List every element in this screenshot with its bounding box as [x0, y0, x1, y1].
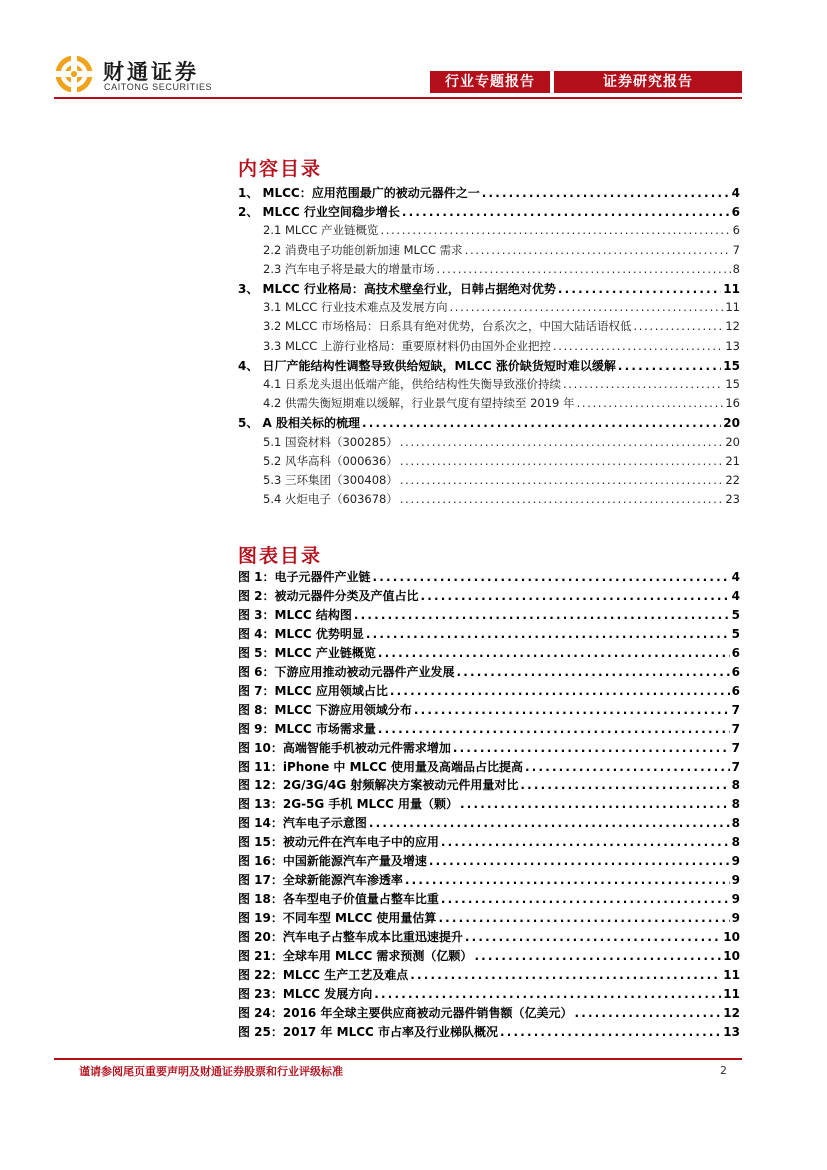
entry-label: 图 23：MLCC 发展方向 [238, 986, 373, 1001]
figure-entry[interactable] [238, 568, 740, 586]
dot-leader [460, 797, 730, 811]
page-number: 2 [720, 1064, 727, 1077]
toc-entry[interactable] [238, 357, 740, 376]
entry-label: 3.3 MLCC 上游行业格局：重要原材料仍由国外企业把控 [263, 338, 551, 353]
figure-entry[interactable] [238, 871, 740, 889]
toc-entry[interactable] [263, 472, 740, 491]
figure-entry[interactable] [238, 966, 740, 984]
entry-page-number: 8 [731, 816, 740, 831]
report-type-tag: 行业专题报告 [430, 71, 550, 93]
entry-label: 图 10：高端智能手机被动元件需求增加 [238, 740, 451, 755]
dot-leader [400, 435, 724, 449]
entry-page-number: 20 [725, 434, 740, 449]
entry-label: 图 11：iPhone 中 MLCC 使用量及高端品占比提高 [238, 759, 523, 774]
dot-leader [369, 816, 730, 830]
toc-entry[interactable] [263, 491, 740, 510]
figure-entry[interactable] [238, 909, 740, 927]
figure-entry[interactable] [238, 625, 740, 643]
dot-leader [373, 570, 730, 584]
entry-label: 图 2：被动元器件分类及产值占比 [238, 588, 419, 603]
entry-label: 图 13：2G-5G 手机 MLCC 用量（颗） [238, 797, 458, 812]
dot-leader [634, 319, 724, 333]
dot-leader [400, 473, 724, 487]
dot-leader [482, 186, 730, 200]
entry-label: 图 22：MLCC 生产工艺及难点 [238, 967, 409, 982]
toc-entry[interactable] [263, 376, 740, 395]
entry-label: 图 18：各车型电子价值量占整车比重 [238, 892, 439, 907]
entry-page-number: 4 [731, 570, 740, 584]
figure-entry[interactable] [238, 852, 740, 870]
entry-page-number: 4 [731, 588, 740, 603]
dot-leader [438, 911, 729, 925]
entry-label: 2、 MLCC 行业空间稳步增长 [238, 205, 400, 220]
figure-entry[interactable] [238, 720, 740, 738]
figure-entry[interactable] [238, 663, 740, 681]
dot-leader [362, 416, 721, 430]
entry-label: 5.3 三环集团（300408） [263, 473, 398, 487]
toc-entry[interactable] [263, 222, 740, 241]
dot-leader [402, 205, 730, 219]
entry-page-number: 6 [731, 664, 740, 679]
entry-label: 图 15：被动元件在汽车电子中的应用 [238, 835, 439, 850]
dot-leader [441, 892, 730, 906]
entry-label: 3.2 MLCC 市场格局：日系具有绝对优势，台系次之，中国大陆话语权低 [263, 319, 632, 334]
entry-page-number: 21 [725, 453, 740, 468]
entry-label: 图 7：MLCC 应用领域占比 [238, 683, 388, 698]
toc-entry[interactable] [238, 184, 740, 203]
caitong-logo-icon [54, 56, 94, 92]
entry-page-number: 12 [723, 1005, 740, 1020]
figure-entry[interactable] [238, 644, 740, 662]
entry-page-number: 23 [725, 492, 740, 507]
entry-label: 5、 A 股相关标的梳理 [238, 416, 360, 431]
entry-page-number: 10 [723, 930, 740, 945]
figure-entry[interactable] [238, 890, 740, 908]
entry-label: 图 17：全球新能源汽车渗透率 [238, 873, 403, 888]
entry-page-number: 11 [723, 282, 740, 296]
entry-page-number: 6 [731, 683, 740, 698]
entry-label: 2.3 汽车电子将是最大的增量市场 [263, 261, 435, 276]
dot-leader [577, 396, 724, 410]
entry-page-number: 10 [723, 949, 740, 963]
entry-label: 4.1 日系龙头退出低端产能，供给结构性失衡导致涨价持续 [263, 377, 561, 391]
figure-entry[interactable] [238, 682, 740, 700]
entry-label: 图 20：汽车电子占整车成本比重迅速提升 [238, 930, 463, 945]
dot-leader [474, 949, 721, 963]
figure-entry[interactable] [238, 928, 740, 946]
dot-leader [553, 339, 723, 353]
figure-entry[interactable] [238, 776, 740, 794]
report-category-tag: 证券研究报告 [554, 71, 742, 93]
entry-label: 图 25：2017 年 MLCC 市占率及行业梯队概况 [238, 1024, 499, 1039]
dot-leader [563, 377, 723, 391]
figure-entry[interactable] [238, 833, 740, 851]
entry-page-number: 15 [723, 358, 740, 373]
dot-leader [429, 854, 730, 868]
entry-page-number: 7 [731, 721, 740, 736]
entry-label: 4.2 供需失衡短期难以缓解，行业景气度有望持续至 2019 年 [263, 396, 575, 411]
entry-page-number: 15 [725, 377, 740, 391]
entry-label: 2.2 消费电子功能创新加速 MLCC 需求 [263, 242, 463, 257]
dot-leader [574, 1006, 721, 1020]
entry-label: 2.1 MLCC 产业链概览 [263, 223, 379, 238]
dot-leader [390, 684, 730, 698]
entry-label: 图 4：MLCC 优势明显 [238, 626, 364, 641]
toc-entry[interactable] [238, 280, 740, 299]
dot-leader [378, 722, 730, 736]
figure-entry[interactable] [238, 814, 740, 832]
entry-label: 图 16：中国新能源汽车产量及增速 [238, 854, 427, 869]
entry-page-number: 8 [731, 778, 740, 793]
entry-label: 图 21：全球车用 MLCC 需求预测（亿颗） [238, 949, 473, 963]
dot-leader [525, 760, 730, 774]
dot-leader [381, 223, 731, 237]
toc-entry[interactable] [238, 203, 740, 222]
logo-english-name: CAITONG SECURITIES [104, 82, 213, 92]
dot-leader [414, 703, 730, 717]
entry-page-number: 7 [731, 740, 740, 755]
figure-entry[interactable] [238, 795, 740, 813]
dot-leader [400, 492, 724, 506]
entry-label: 图 9：MLCC 市场需求量 [238, 721, 376, 736]
entry-label: 3.1 MLCC 行业技术难点及发展方向 [263, 300, 448, 315]
entry-label: 5.4 火炬电子（603678） [263, 492, 398, 507]
entry-page-number: 13 [723, 1024, 740, 1039]
entry-page-number: 8 [732, 261, 740, 276]
entry-page-number: 9 [731, 873, 740, 888]
entry-label: 4、 日厂产能结构性调整导致供给短缺，MLCC 涨价缺货短时难以缓解 [238, 358, 616, 373]
dot-leader [405, 873, 730, 887]
entry-page-number: 7 [731, 702, 740, 717]
entry-label: 图 14：汽车电子示意图 [238, 816, 367, 831]
toc-entry[interactable] [263, 299, 740, 318]
entry-label: 图 8：MLCC 下游应用领域分布 [238, 702, 412, 717]
entry-page-number: 6 [732, 223, 740, 238]
figure-entry[interactable] [238, 701, 740, 719]
dot-leader [354, 608, 730, 622]
entry-label: 图 24：2016 年全球主要供应商被动元器件销售额（亿美元） [238, 1005, 573, 1020]
dot-leader [374, 987, 721, 1001]
toc-entry[interactable] [263, 318, 740, 337]
entry-label: 3、 MLCC 行业格局：高技术壁垒行业，日韩占据绝对优势 [238, 282, 556, 296]
entry-page-number: 9 [731, 854, 740, 869]
logo-chinese-name: 财通证券 [103, 59, 199, 84]
entry-page-number: 5 [731, 607, 740, 622]
dot-leader [400, 454, 724, 468]
entry-page-number: 12 [725, 319, 740, 334]
entry-page-number: 8 [731, 835, 740, 850]
figure-entry[interactable] [238, 1004, 740, 1022]
figure-entry[interactable] [238, 758, 740, 776]
dot-leader [465, 243, 731, 257]
entry-page-number: 9 [731, 911, 740, 926]
figure-entry[interactable] [238, 606, 740, 624]
entry-page-number: 7 [731, 759, 740, 774]
entry-label: 图 1：电子元器件产业链 [238, 570, 371, 584]
dot-leader [421, 589, 730, 603]
dot-leader [453, 741, 730, 755]
figure-entry[interactable] [238, 1023, 740, 1041]
dot-leader [441, 835, 730, 849]
toc-entry[interactable] [263, 242, 740, 261]
toc-entry[interactable] [263, 395, 740, 414]
dot-leader [465, 930, 721, 944]
entry-label: 图 6：下游应用推动被动元器件产业发展 [238, 664, 455, 679]
dot-leader [366, 627, 730, 641]
entry-page-number: 5 [731, 626, 740, 641]
entry-page-number: 11 [723, 967, 740, 982]
dot-leader [457, 665, 730, 679]
entry-page-number: 7 [732, 242, 740, 257]
figure-entry[interactable] [238, 739, 740, 757]
entry-label: 5.2 风华高科（000636） [263, 453, 398, 468]
entry-page-number: 22 [725, 473, 740, 487]
entry-page-number: 11 [725, 300, 740, 315]
dot-leader [410, 968, 721, 982]
entry-page-number: 4 [731, 186, 740, 200]
entry-label: 图 3：MLCC 结构图 [238, 607, 352, 622]
entry-page-number: 11 [723, 986, 740, 1001]
figure-list-heading: 图表目录 [238, 545, 323, 567]
entry-page-number: 8 [731, 797, 740, 812]
entry-label: 1、 MLCC：应用范围最广的被动元器件之一 [238, 186, 480, 200]
entry-page-number: 13 [725, 338, 740, 353]
toc-entry[interactable] [263, 338, 740, 357]
footer-disclaimer: 谨请参阅尾页重要声明及财通证券股票和行业评级标准 [79, 1065, 343, 1078]
dot-leader [558, 282, 721, 296]
company-logo [54, 56, 224, 92]
figure-entry[interactable] [238, 587, 740, 605]
toc-entry[interactable] [263, 261, 740, 280]
entry-label: 5.1 国瓷材料（300285） [263, 434, 398, 449]
header-divider [54, 97, 742, 99]
dot-leader [378, 646, 730, 660]
dot-leader [618, 359, 721, 373]
toc-heading: 内容目录 [238, 158, 323, 180]
entry-label: 图 12：2G/3G/4G 射频解决方案被动元件用量对比 [238, 778, 519, 793]
toc-entry[interactable] [263, 453, 740, 472]
toc-entry[interactable] [263, 434, 740, 453]
dot-leader [436, 262, 730, 276]
toc-entry[interactable] [238, 414, 740, 433]
figure-entry[interactable] [238, 985, 740, 1003]
figure-entry[interactable] [238, 947, 740, 965]
entry-label: 图 5：MLCC 产业链概览 [238, 645, 376, 660]
entry-label: 图 19：不同车型 MLCC 使用量估算 [238, 911, 437, 926]
dot-leader [500, 1025, 721, 1039]
entry-page-number: 6 [731, 205, 740, 220]
entry-page-number: 9 [731, 892, 740, 907]
entry-page-number: 20 [723, 416, 740, 431]
footer-divider [54, 1058, 742, 1060]
dot-leader [520, 778, 729, 792]
entry-page-number: 16 [725, 396, 740, 411]
dot-leader [450, 300, 724, 314]
entry-page-number: 6 [731, 645, 740, 660]
